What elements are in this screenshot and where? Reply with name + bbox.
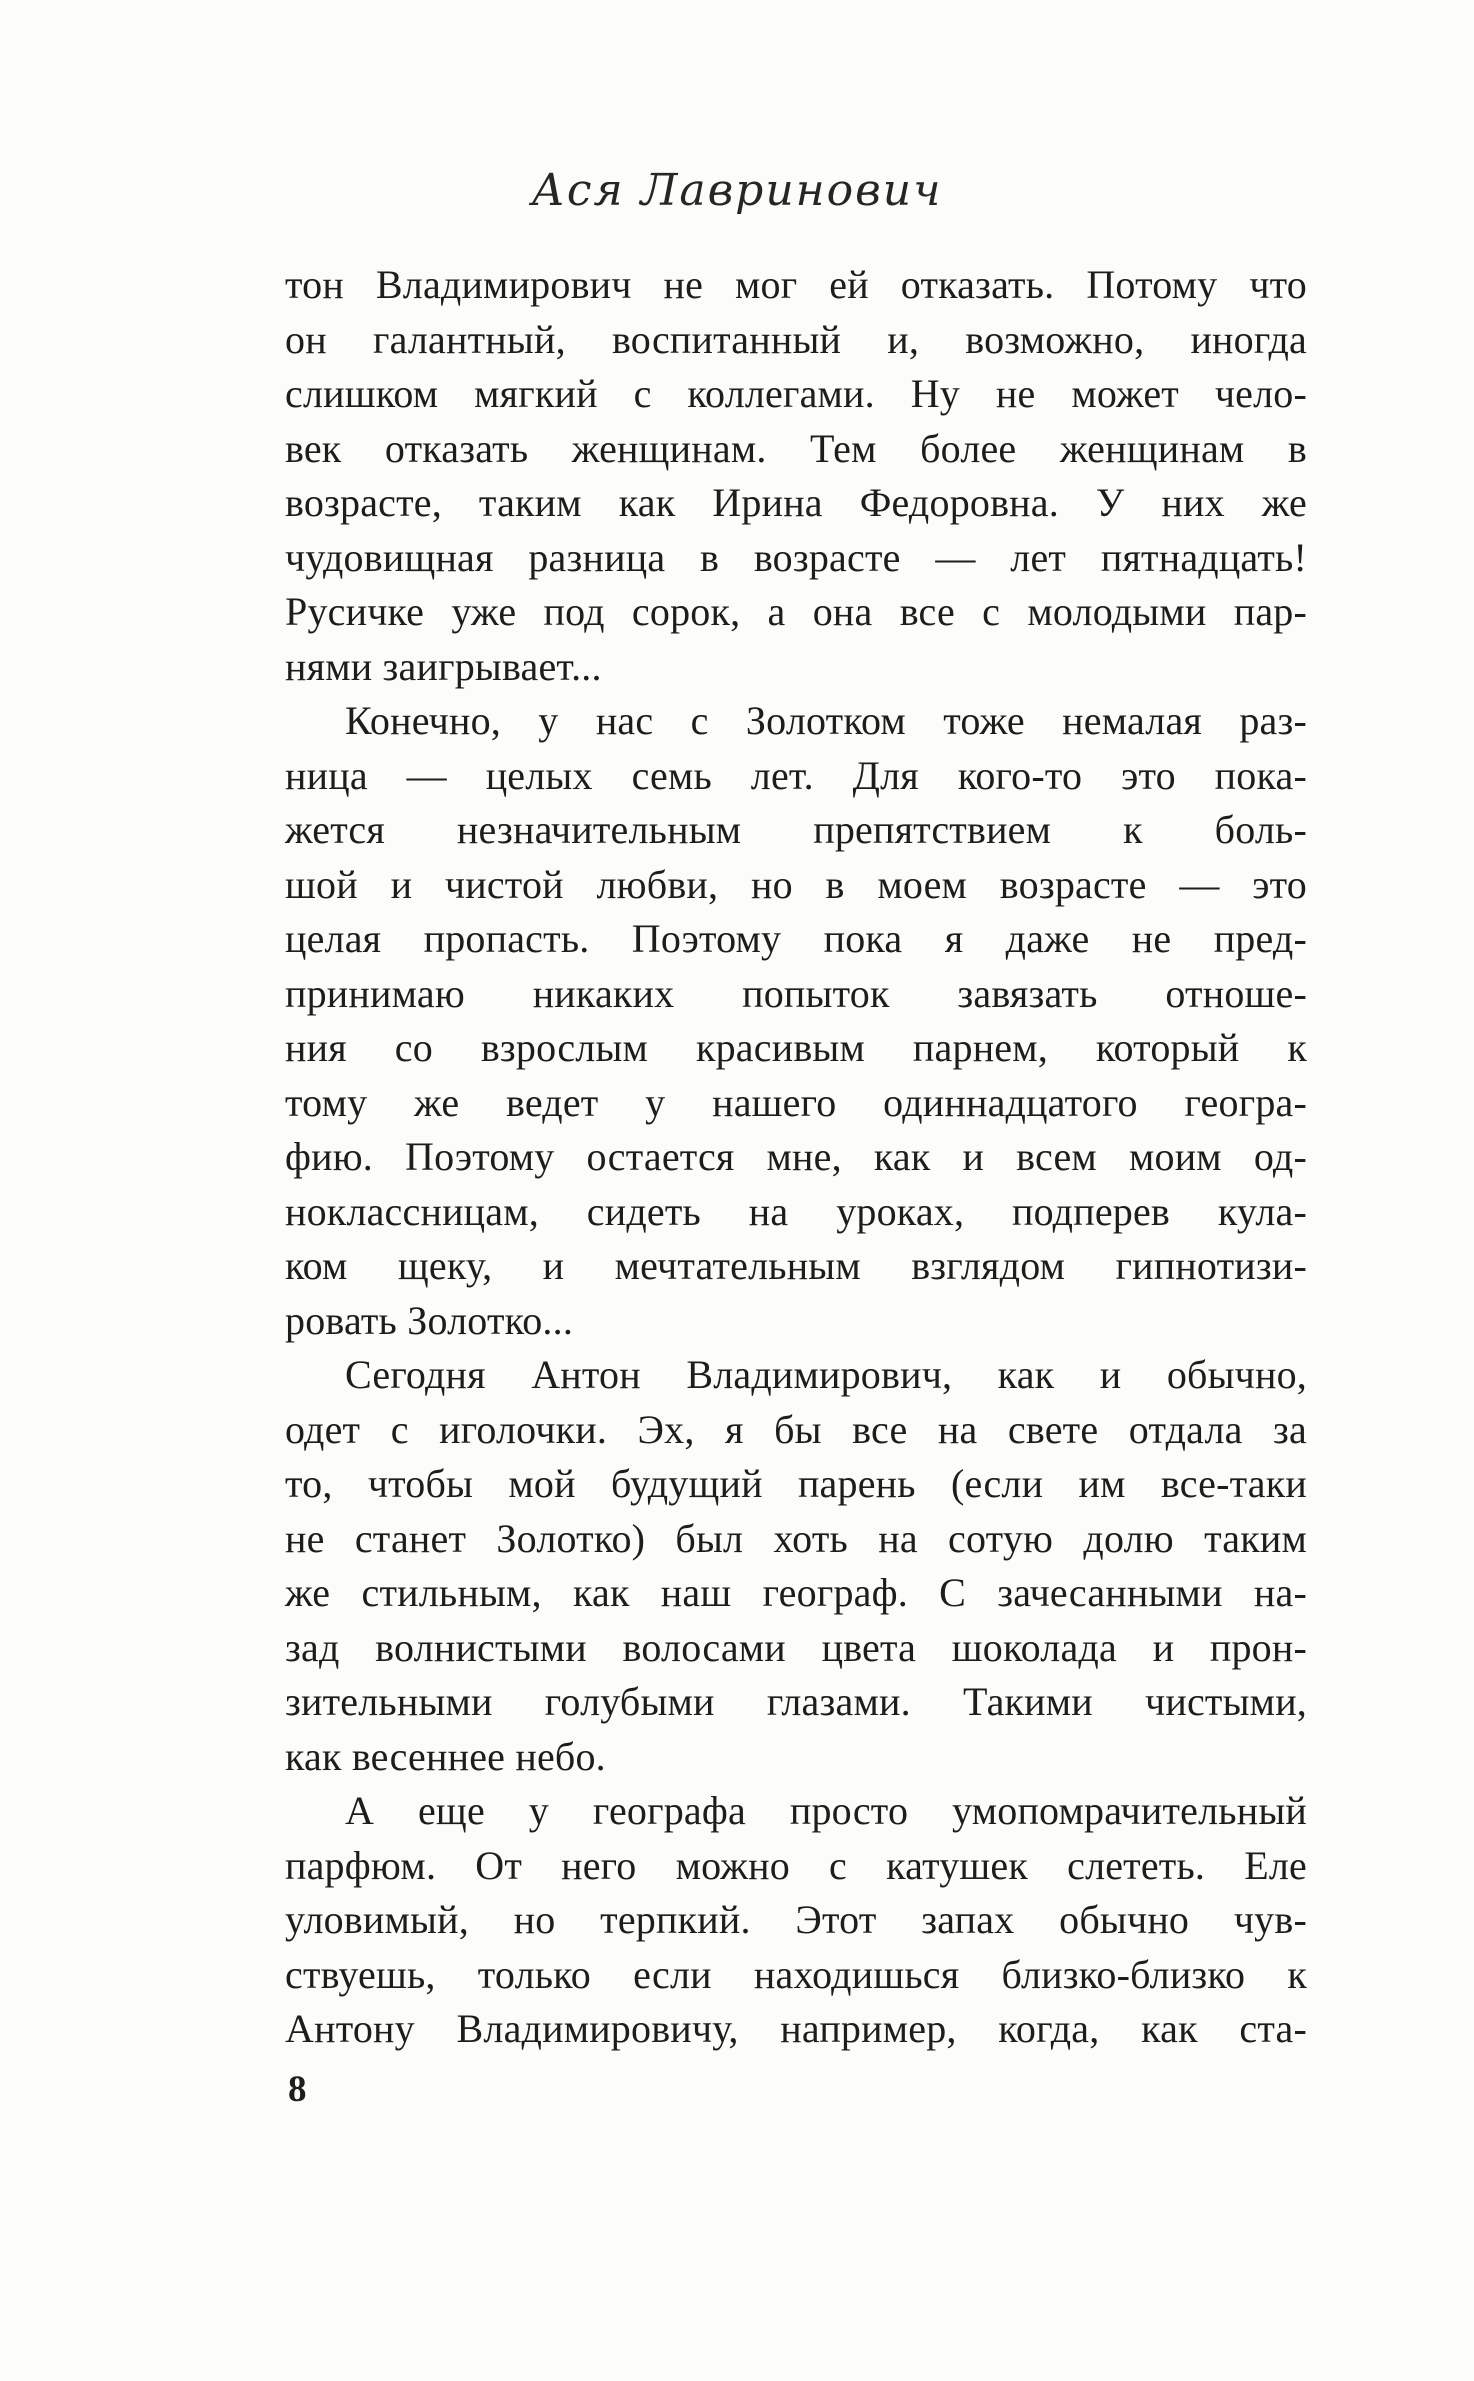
paragraph (285, 694, 1307, 1348)
paragraph (285, 258, 1307, 694)
text-line: век отказать женщинам. Тем более женщинам в (285, 425, 1307, 471)
paragraph (285, 1784, 1307, 2057)
text-line: как весеннее небо. (285, 1733, 606, 1779)
text-line: ния со взрослым красивым парнем, который к (285, 1025, 1307, 1070)
text-line: ровать Золотко... (285, 1297, 574, 1343)
text-line: жется незначительным препятствием к боль- (285, 807, 1307, 852)
page-number: 8 (288, 2069, 307, 2110)
text-line: парфюм. От него можно с катушек слететь. Еле (285, 1842, 1307, 1888)
text-line: нями заигрывает... (285, 643, 602, 689)
paragraph (285, 1348, 1307, 1784)
text-line: ноклассницам, сидеть на уроках, подперев кула- (285, 1188, 1307, 1234)
text-line: возрасте, таким как Ирина Федоровна. У них же (285, 480, 1307, 525)
text-line: зад волнистыми волосами цвета шоколада и прон- (285, 1624, 1307, 1670)
text-line: ствуешь, только если находишься близко-близко к (285, 1951, 1307, 1997)
text-line: уловимый, но терпкий. Этот запах обычно чув- (285, 1897, 1307, 1942)
text-line: шой и чистой любви, но в моем возрасте — это (285, 861, 1307, 907)
page-body (285, 258, 1307, 2057)
text-line: ком щеку, и мечтательным взглядом гипнотизи- (285, 1243, 1307, 1288)
text-line: зительными голубыми глазами. Такими чистыми, (285, 1679, 1307, 1724)
text-line: чудовищная разница в возрасте — лет пятнадцать! (285, 534, 1307, 580)
running-header-author: Ася Лавринович (531, 165, 943, 216)
text-line: фию. Поэтому остается мне, как и всем моим од- (285, 1134, 1307, 1179)
text-line: Антону Владимировичу, например, когда, как ста- (285, 2006, 1307, 2051)
text-line: одет с иголочки. Эх, я бы все на свете отдала за (285, 1406, 1307, 1452)
text-line: же стильным, как наш географ. С зачесанными на- (285, 1570, 1307, 1615)
text-line: то, чтобы мой будущий парень (если им все-таки (285, 1461, 1307, 1506)
text-line: ница — целых семь лет. Для кого-то это пока- (285, 752, 1307, 798)
text-line: он галантный, воспитанный и, возможно, иногда (285, 316, 1307, 362)
text-line: Русичке уже под сорок, а она все с молодыми пар- (285, 589, 1307, 634)
text-line: Конечно, у нас с Золотком тоже немалая раз- (345, 698, 1307, 743)
text-line: тон Владимирович не мог ей отказать. Потому что (285, 262, 1307, 307)
text-line: принимаю никаких попыток завязать отноше- (285, 970, 1307, 1016)
text-line: слишком мягкий с коллегами. Ну не может чело- (285, 371, 1307, 416)
text-line: Сегодня Антон Владимирович, как и обычно, (345, 1352, 1307, 1397)
text-line: не станет Золотко) был хоть на сотую долю таким (285, 1515, 1307, 1561)
text-line: тому же ведет у нашего одиннадцатого геогра- (285, 1079, 1307, 1125)
text-line: А еще у географа просто умопомрачительный (345, 1788, 1307, 1833)
text-line: целая пропасть. Поэтому пока я даже не пред- (285, 916, 1307, 961)
